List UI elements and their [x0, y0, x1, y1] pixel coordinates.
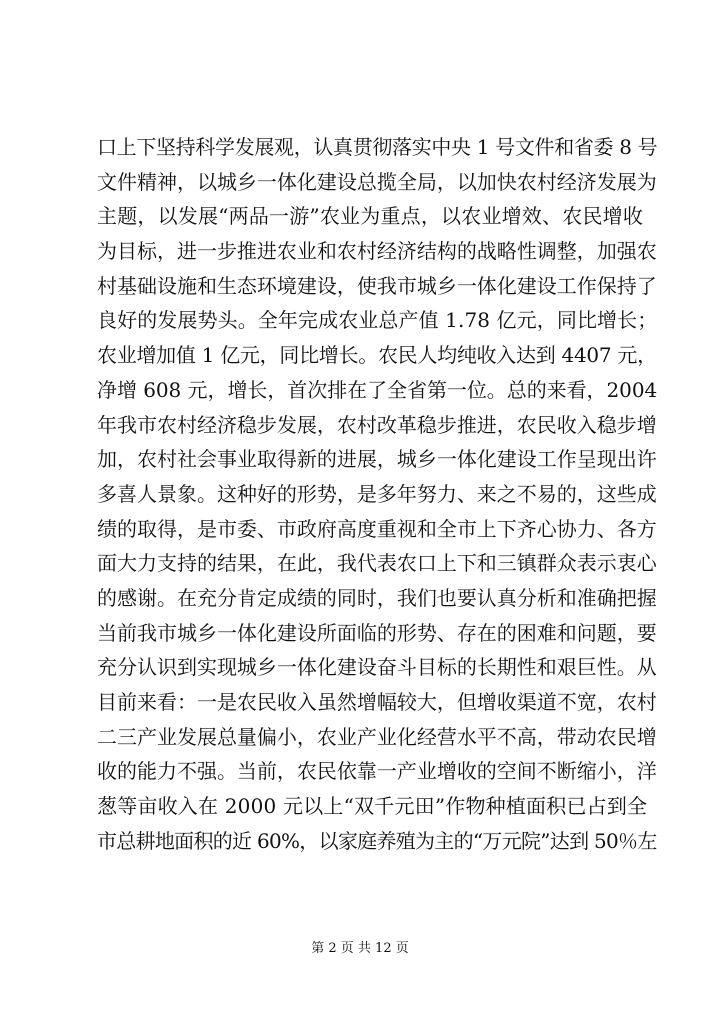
text-line: 文件精神，以城乡一体化建设总揽全局，以加快农村经济发展为: [97, 169, 657, 194]
text-line: 年我市农村经济稳步发展，农村改革稳步推进，农民收入稳步增: [97, 412, 657, 437]
text-line: 主题，以发展“两品一游”农业为重点，以农业增效、农民增收: [97, 204, 644, 229]
text-line: 多喜人景象。这种好的形势，是多年努力、来之不易的，这些成: [97, 481, 657, 506]
text-line: 目前来看：一是农民收入虽然增幅较大，但增收渠道不宽，农村: [97, 690, 657, 714]
text-line: 良好的发展势头。全年完成农业总产值 1.78 亿元，同比增长；: [97, 308, 658, 333]
text-line: 村基础设施和生态环境建设，使我市城乡一体化建设工作保持了: [97, 273, 657, 298]
text-line: 收的能力不强。当前，农民依靠一产业增收的空间不断缩小，洋: [97, 759, 657, 784]
text-line: 净增 608 元，增长，首次排在了全省第一位。总的来看，2004: [97, 377, 658, 402]
text-line: 充分认识到实现城乡一体化建设奋斗目标的长期性和艰巨性。从: [97, 655, 657, 680]
text-line: 加，农村社会事业取得新的进展，城乡一体化建设工作呈现出许: [97, 447, 657, 472]
text-line: 二三产业发展总量偏小，农业产业化经营水平不高，带动农民增: [97, 724, 657, 749]
text-line: 面大力支持的结果，在此，我代表农口上下和三镇群众表示衷心: [97, 551, 657, 576]
text-line: 口上下坚持科学发展观，认真贯彻落实中央 1 号文件和省委 8 号: [97, 135, 658, 159]
text-line: 市总耕地面积的近 60%，以家庭养殖为主的“万元院”达到 50％左: [97, 828, 657, 853]
text-line: 为目标，进一步推进农业和农村经济结构的战略性调整，加强农: [97, 239, 657, 264]
text-line: 当前我市城乡一体化建设所面临的形势、存在的困难和问题，要: [97, 620, 657, 645]
page-footer: 第 2 页 共 12 页: [311, 941, 409, 956]
text-line: 的感谢。在充分肯定成绩的同时，我们也要认真分析和准确把握: [97, 585, 657, 610]
text-line: 葱等亩收入在 2000 元以上“双千元田”作物种植面积已占到全: [97, 794, 648, 819]
body-text: [97, 130, 657, 858]
text-line: 农业增加值 1 亿元，同比增长。农民人均纯收入达到 4407 元，: [97, 343, 657, 368]
text-line: 绩的取得，是市委、市政府高度重视和全市上下齐心协力、各方: [97, 516, 657, 541]
